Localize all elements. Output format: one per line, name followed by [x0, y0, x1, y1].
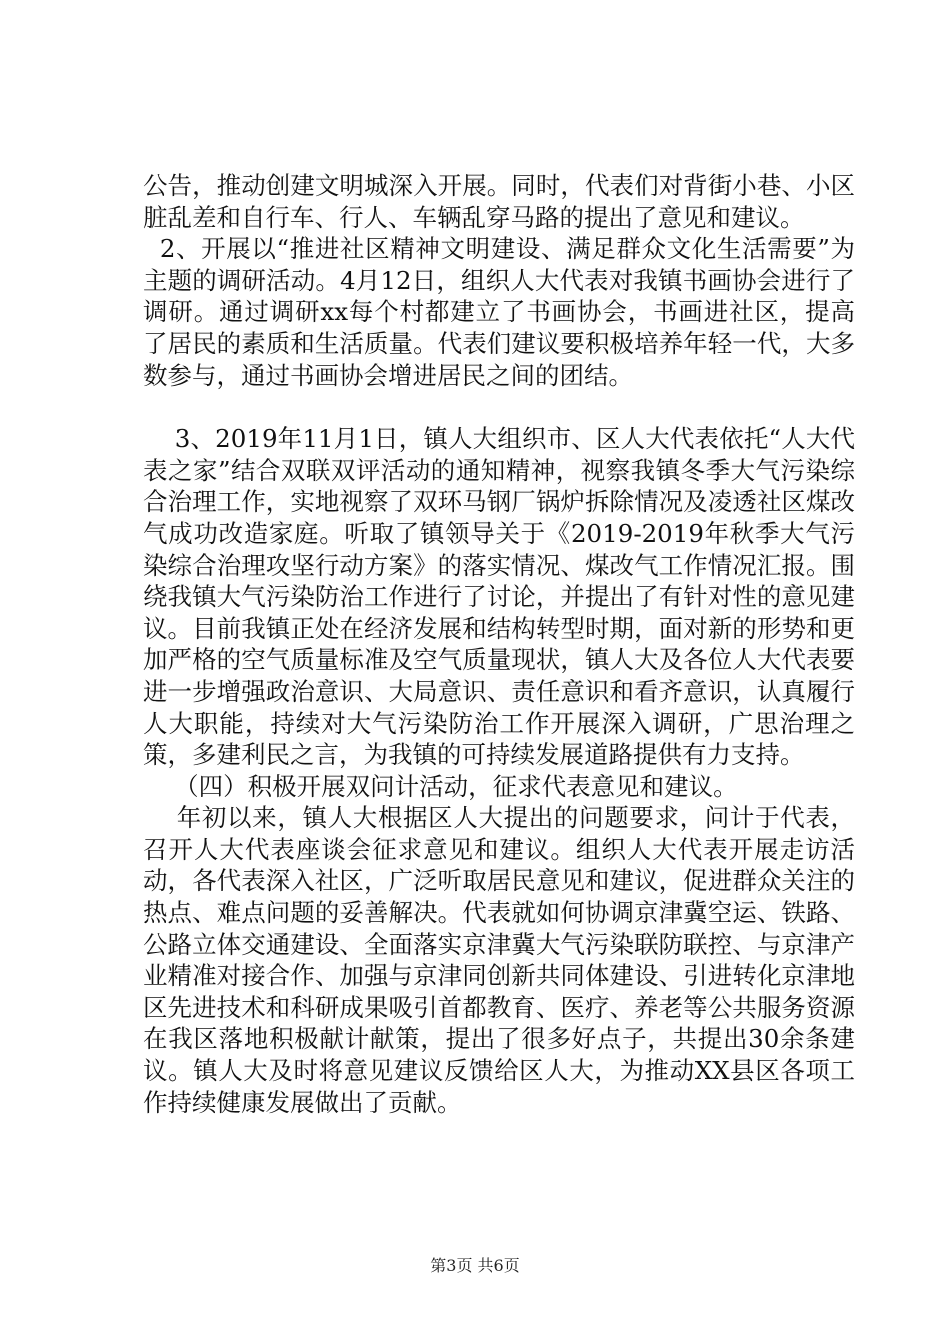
paragraph-air-pollution-inspection: 3、2019年11月1日，镇人大组织市、区人大代表依托“人大代表之家”结合双联双评活动的通知精神，视察我镇冬季大气污染综合治理工作，实地视察了双环马钢厂锅炉拆除情况及凌透社区煤改气成功改造家庭。听取了镇领导关于《2019-2019年秋季大气污染综合治理攻坚行动方案》的落实情况、煤改气工作情况汇报。围绕我镇大气污染防治工作进行了讨论，并提出了有针对性的意见建议。目前我镇正处在经济发展和结构转型时期，面对新的形势和更加严格的空气质量标准及空气质量现状，镇人大及各位人大代表要进一步增强政治意识、大局意识、责任意识和看齐意识，认真履行人大职能，持续对大气污染防治工作开展深入调研，广思治理之策，多建利民之言，为我镇的可持续发展道路提供有力支持。	[143, 424, 855, 770]
paragraph-representative-suggestions: 年初以来，镇人大根据区人大提出的问题要求，问计于代表，召开人大代表座谈会征求意见和建议。组织人大代表开展走访活动，各代表深入社区，广泛听取居民意见和建议，促进群众关注的热点、难点问题的妥善解决。代表就如何协调京津冀空运、铁路、公路立体交通建设、全面落实京津冀大气污染联防联控、与京津产业精准对接合作、加强与京津同创新共同体建设、引进转化京津地区先进技术和科研成果吸引首都教育、医疗、养老等公共服务资源在我区落地积极献计献策，提出了很多好点子，共提出30余条建议。镇人大及时将意见建议反馈给区人大，为推动XX县区各项工作持续健康发展做出了贡献。	[143, 803, 855, 1117]
paragraph-civilized-city: 公告，推动创建文明城深入开展。同时，代表们对背街小巷、小区脏乱差和自行车、行人、车辆乱穿马路的提出了意见和建议。	[143, 171, 855, 232]
section-heading-double-consult: （四）积极开展双问计活动，征求代表意见和建议。	[143, 771, 738, 801]
document-body	[143, 170, 855, 1118]
paragraph-calligraphy-survey: 2、开展以“推进社区精神文明建设、满足群众文化生活需要”为主题的调研活动。4月12日，组织人大代表对我镇书画协会进行了调研。通过调研xx每个村都建立了书画协会，书画进社区，提高了居民的素质和生活质量。代表们建议要积极培养年轻一代，大多数参与，通过书画协会增进居民之间的团结。	[143, 234, 855, 390]
page-number-footer: 第3页 共6页	[430, 1256, 520, 1275]
paragraph-spacer	[143, 391, 855, 423]
